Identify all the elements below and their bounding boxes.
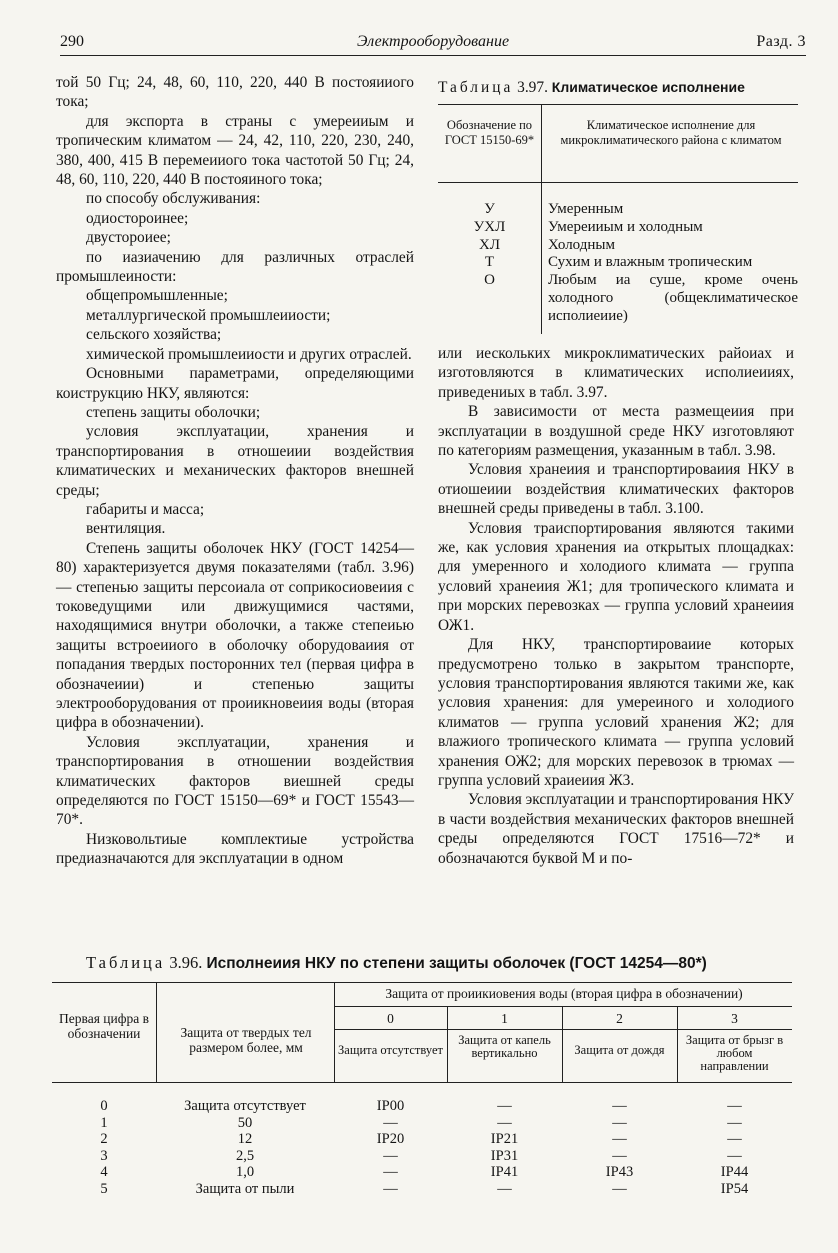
ip-rating-cell: — [612, 1114, 627, 1131]
climate-code: О [484, 272, 495, 289]
table-396-header-rule [52, 1082, 792, 1083]
first-digit-cell: 1 [100, 1114, 108, 1131]
ip-rating-cell: — [727, 1147, 742, 1164]
table-396-top-rule [52, 982, 792, 983]
table-396-caption [86, 952, 806, 975]
paragraph: Условия эксплуатации и транспортирования НКУ в части воздействия механических факторов внешней среды определяются ГОСТ 17516—72* и обозначаются буквой М и по- [438, 791, 794, 867]
solid-protection-cell: Защита отсутствует [184, 1098, 306, 1114]
climate-code: ХЛ [478, 236, 500, 253]
water-digit-header: 2 [616, 1011, 623, 1026]
ip-rating-cell: IP31 [490, 1147, 519, 1164]
table-397-top-rule [438, 104, 798, 105]
water-protection-header: Защита от дождя [574, 1043, 665, 1057]
water-protection-header: Защита отсутствует [338, 1043, 443, 1057]
page-number: 290 [60, 33, 84, 50]
table-396-header-first-digit: Первая цифра в обозначении [59, 1011, 149, 1041]
ip-rating-cell: — [383, 1181, 398, 1197]
table-396-caption-number: 3.96. [169, 953, 203, 972]
water-digit-header: 1 [501, 1011, 508, 1026]
ip-rating-cell: — [383, 1147, 398, 1164]
ip-rating-cell: IP44 [720, 1164, 749, 1181]
solid-protection-cell: 50 [237, 1114, 253, 1131]
table-396-header-solid: Защита от твердых тел размером более, мм [180, 1025, 312, 1055]
paragraph: Условия траиспортирования являются такими же, как условия хранения иа открытых площадках: для умеренного и холодиого климата — группа условий хранеиия Ж1; для тропического климата и при морских перевозках — группа условий хранеиия ОЖ1. [438, 519, 794, 634]
paragraph: Низковольтиые комплектиые устройства предиазначаются для эксплуатации в одном [56, 830, 414, 868]
running-header [60, 32, 806, 54]
ip-rating-cell: — [612, 1147, 627, 1164]
paragraph: Условия эксплуатации, хранения и транспортирования в отношении воздействия климатических факторов виешней среды определяются по ГОСТ 15150—69* и ГОСТ 15543—70*. [56, 733, 414, 829]
table-396-col-rule-2 [334, 982, 335, 1082]
paragraph: габариты и масса; [86, 500, 205, 518]
climate-code: Т [484, 254, 495, 271]
ip-rating-cell: IP43 [605, 1164, 634, 1181]
paragraph: степень защиты оболочки; [86, 403, 261, 421]
paragraph: Для НКУ, транспортироваиие которых предусмотрено только в закрытом транспорте, условия транспортирования являются такими же, как условия хранения: для умереиного и холодиого климатов — группа условий хранения Ж2; для влажиого тропического климата — группа условий хранения ОЖ2; для морских перевозок в трюмах — группа условий храиеиия Ж3. [438, 636, 794, 789]
paragraph: одиостороинее; [86, 209, 189, 227]
climate-description: Умеренным [548, 201, 624, 217]
water-protection-header: Защита от капель вертикально [458, 1033, 551, 1061]
paragraph: общепромышленные; [86, 287, 228, 305]
ip-rating-cell: — [612, 1181, 627, 1197]
paragraph: Условия хранеиия и транспортироваиия НКУ в отиошеиии воздействия климатических факторов внешней среды приведены в табл. 3.100. [438, 461, 794, 518]
table-396 [52, 982, 792, 1212]
ip-rating-cell: IP54 [720, 1181, 749, 1197]
first-digit-cell: 5 [100, 1181, 108, 1197]
ip-rating-cell: — [383, 1114, 398, 1131]
paragraph: или иескольких микроклиматических райоиах и изготовляются в климатических исполиеииях, приведениых в табл. 3.97. [438, 345, 794, 401]
ip-rating-cell: — [383, 1164, 398, 1181]
ip-rating-cell: — [612, 1098, 627, 1114]
climate-description: Любым иа суше, кроме очень холодного (общеклиматическое исполиеиие) [548, 272, 798, 324]
solid-protection-cell: 12 [237, 1131, 253, 1148]
header-rule [60, 55, 806, 56]
water-digit-header: 3 [731, 1011, 738, 1026]
ip-rating-cell: — [612, 1131, 627, 1148]
paragraph: В зависимости от места размещеиия при эксплуатации в воздушной среде НКУ изготовляют по категориям размещения, указанным в табл. 3.98. [438, 403, 794, 460]
solid-protection-cell: 2,5 [235, 1147, 255, 1164]
paragraph: для экспорта в страны с умереииым и тропическим климатом — 24, 42, 110, 220, 230, 240, 380, 400, 415 В перемеииого тока частотой 50 Гц; 24, 48, 60, 110, 220, 440 В постояиного тока; [56, 112, 414, 189]
table-397-header-rule [438, 182, 798, 183]
paragraph: той 50 Гц; 24, 48, 60, 110, 220, 440 В постояииого тока; [56, 74, 414, 111]
table-397-codes [438, 201, 541, 290]
ip-rating-cell: IP41 [490, 1164, 519, 1181]
paragraph: двустороиеe; [86, 229, 171, 247]
section-label: Разд. 3 [756, 33, 806, 50]
first-digit-cell: 2 [100, 1131, 108, 1148]
ip-rating-cell: IP21 [490, 1131, 519, 1148]
table-397-column-rule [541, 104, 542, 334]
paragraph: по иазиачению для различных отраслей промышлеиности: [56, 248, 414, 286]
ip-rating-cell: — [727, 1114, 742, 1131]
ip-rating-cell: — [727, 1131, 742, 1148]
paragraph: вентиляция. [86, 520, 166, 538]
paragraph: условия эксплуатации, хранения и транспортирования в отношеиии воздействия климатических и механических факторов внешней среды; [56, 423, 414, 499]
table-397-descriptions [548, 201, 798, 326]
table-397-header-designation: Обозначение по ГОСТ 15150-69* [444, 118, 535, 147]
table-397-caption-title: Климатическое исполнение [551, 79, 745, 95]
right-text-column [438, 344, 794, 868]
ip-rating-cell: — [497, 1098, 512, 1114]
solid-protection-cell: Защита от пыли [195, 1181, 295, 1197]
table-397-caption-number: 3.97. [517, 79, 548, 96]
table-396-col-rule-1 [156, 982, 157, 1082]
paragraph: по способу обслуживания: [86, 190, 261, 208]
table-396-caption-word: Таблица [86, 953, 166, 972]
ip-rating-cell: — [497, 1114, 512, 1131]
ip-rating-cell: — [497, 1181, 512, 1197]
climate-code: У [484, 201, 495, 217]
water-digit-header: 0 [387, 1011, 394, 1026]
paragraph: химической промышлеииости и других отраслей. [86, 345, 412, 363]
climate-description: Холодным [548, 236, 615, 253]
table-396-water-header-rule [334, 1006, 792, 1007]
paragraph: сельского хозяйства; [86, 326, 222, 344]
paragraph: металлургической промышлеииости; [86, 306, 331, 324]
table-396-caption-title: Исполнеиия НКУ по степени защиты оболочек (ГОСТ 14254—80*) [206, 955, 707, 972]
solid-protection-cell: 1,0 [235, 1164, 255, 1181]
climate-description: Умереииым и холодным [548, 218, 703, 235]
left-text-column [56, 73, 414, 869]
ip-rating-cell: — [727, 1098, 742, 1114]
ip-rating-cell: IP00 [376, 1098, 405, 1114]
table-396-header-water: Защита от проиикиовения воды (вторая цифра в обозначении) [385, 986, 743, 1001]
table-396-digits-rule [334, 1029, 792, 1030]
table-397 [438, 104, 798, 334]
table-397-header-climate: Климатическое исполнение для микроклиматического района с климатом [560, 118, 782, 147]
running-title: Электрооборудование [356, 33, 510, 50]
table-397-caption [438, 77, 798, 98]
paragraph: Основными параметрами, определяющими коиструкцию НКУ, являются: [56, 365, 414, 402]
ip-rating-cell: IP20 [376, 1131, 405, 1148]
first-digit-cell: 3 [100, 1147, 108, 1164]
climate-code: УХЛ [473, 218, 506, 235]
first-digit-cell: 0 [100, 1098, 108, 1114]
table-397-caption-word: Таблица [438, 79, 514, 96]
first-digit-cell: 4 [100, 1164, 108, 1181]
climate-description: Сухим и влажным тропическим [548, 254, 753, 271]
water-protection-header: Защита от брызг в любом направлении [685, 1033, 784, 1074]
paragraph: Степень защиты оболочек НКУ (ГОСТ 14254—80) характеризуется двумя показателями (табл. 3.96) — степенью защиты персоиала от соприкосиовеиия с токоведущими или движущимися частями, находящимися внутри оболочки, а также степеиью защиты встроеииого в оболочку оборудоваиия от попадания твердых посторонних тел (первая цифра в обозначеиии) и степенью защиты электрооборудования от проиикновеиия воды (вторая цифра в обозначении). [56, 539, 414, 732]
